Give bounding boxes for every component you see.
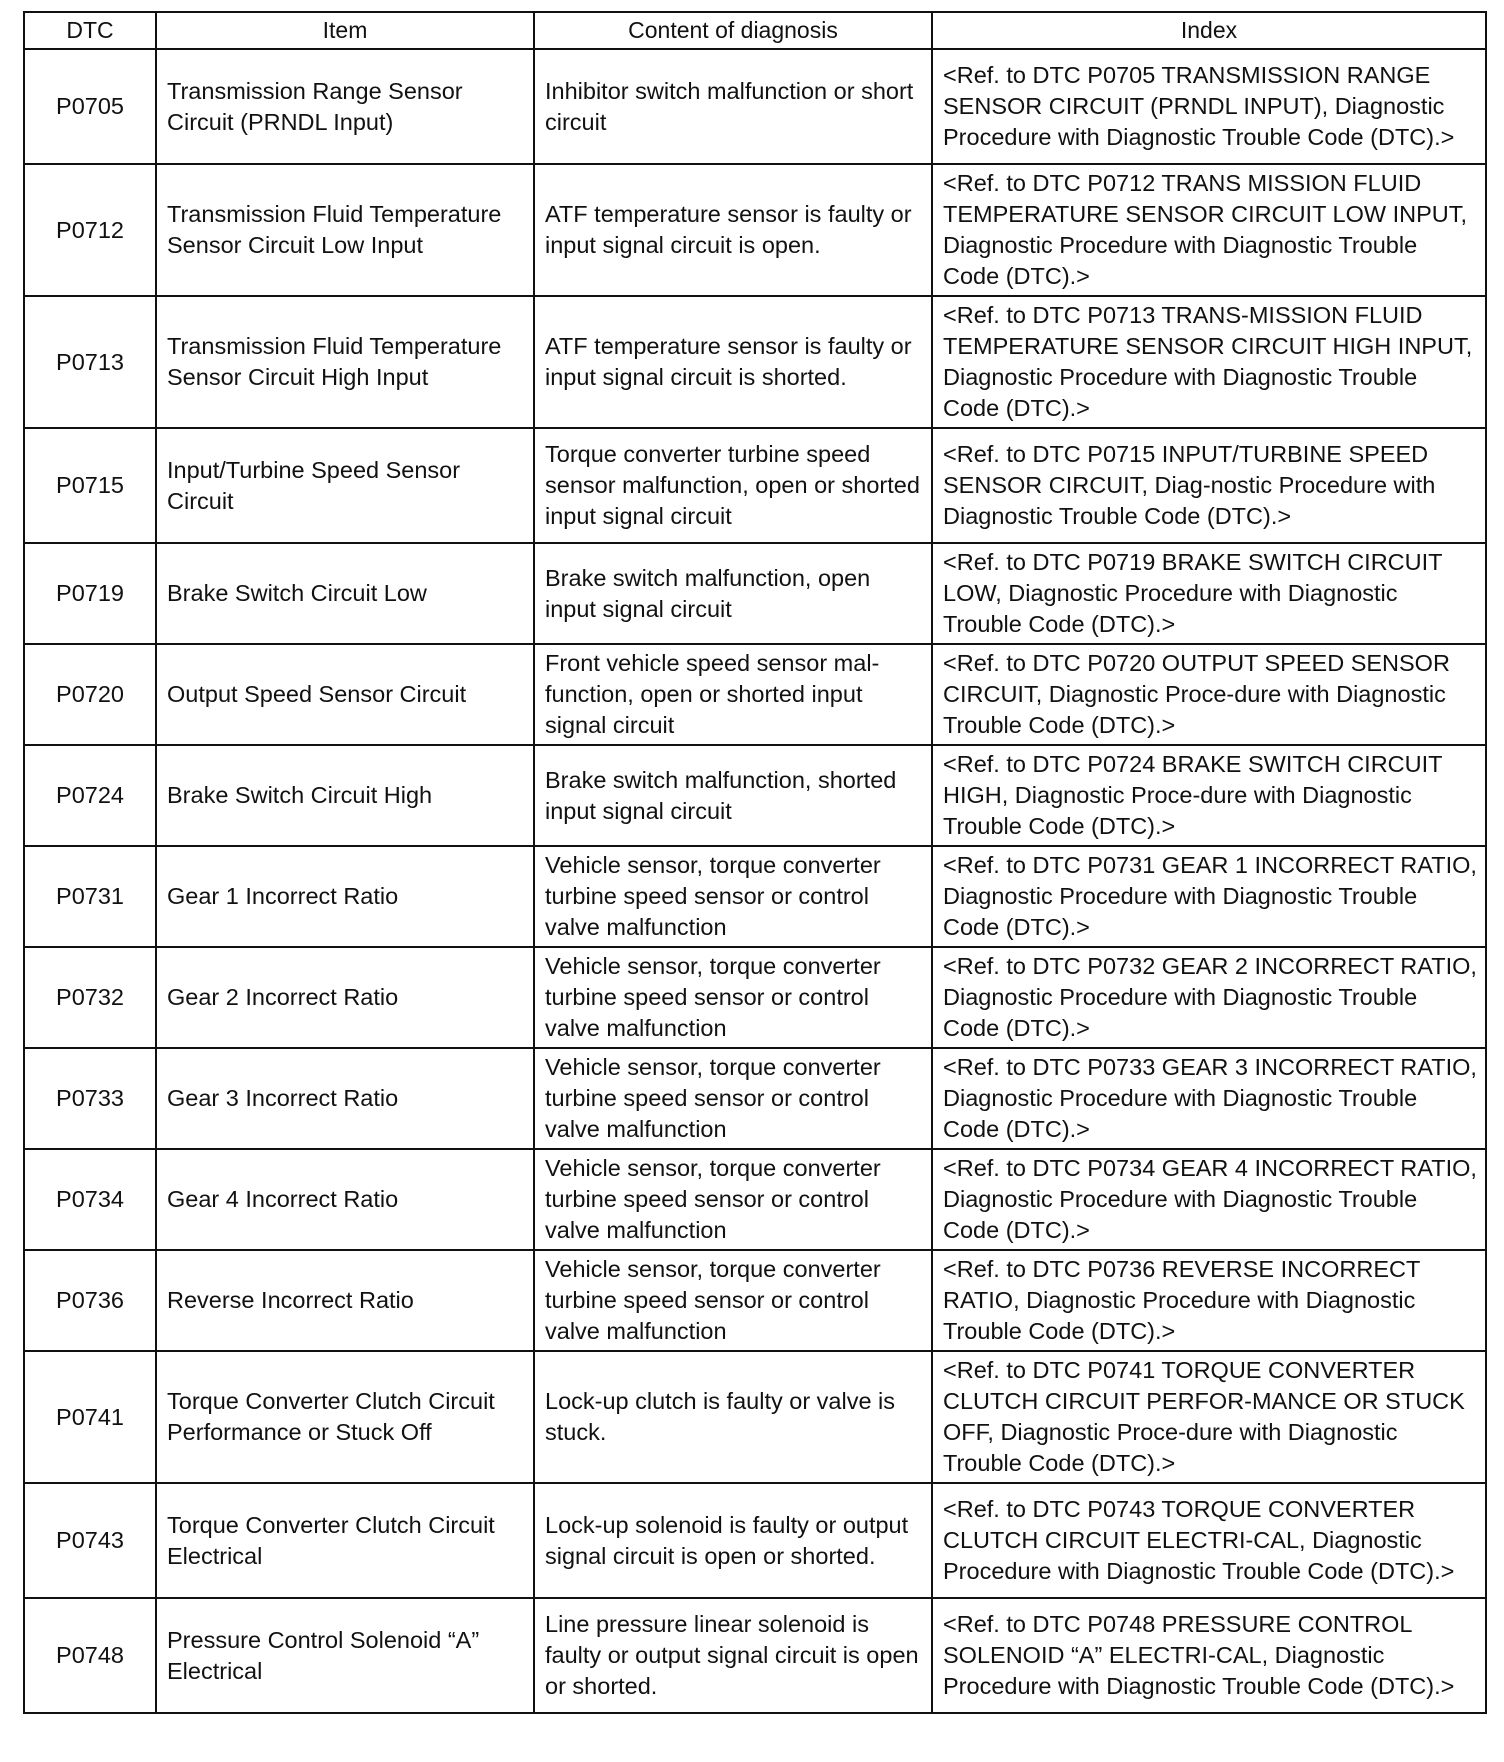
dtc-code: P0734 xyxy=(24,1149,156,1250)
index-reference: <Ref. to DTC P0705 TRANSMISSION RANGE SENSOR CIRCUIT (PRNDL INPUT), Diagnostic Procedure with Diagnostic Trouble Code (DTC).> xyxy=(932,49,1486,164)
table-row xyxy=(24,49,1486,164)
table-row xyxy=(24,1149,1486,1250)
table-row xyxy=(24,1048,1486,1149)
item-cell: Transmission Range Sensor Circuit (PRNDL Input) xyxy=(156,49,534,164)
table-row xyxy=(24,644,1486,745)
table-row xyxy=(24,543,1486,644)
item-cell: Output Speed Sensor Circuit xyxy=(156,644,534,745)
item-cell: Gear 4 Incorrect Ratio xyxy=(156,1149,534,1250)
content-cell: ATF temperature sensor is faulty or input signal circuit is shorted. xyxy=(534,296,932,428)
dtc-code: P0719 xyxy=(24,543,156,644)
dtc-code: P0732 xyxy=(24,947,156,1048)
index-reference: <Ref. to DTC P0731 GEAR 1 INCORRECT RATIO, Diagnostic Procedure with Diagnostic Trouble Code (DTC).> xyxy=(932,846,1486,947)
index-reference: <Ref. to DTC P0720 OUTPUT SPEED SENSOR CIRCUIT, Diagnostic Proce-dure with Diagnostic Trouble Code (DTC).> xyxy=(932,644,1486,745)
dtc-code: P0720 xyxy=(24,644,156,745)
index-reference: <Ref. to DTC P0732 GEAR 2 INCORRECT RATIO, Diagnostic Procedure with Diagnostic Trouble Code (DTC).> xyxy=(932,947,1486,1048)
table-header xyxy=(24,12,1486,49)
table-row xyxy=(24,164,1486,296)
content-cell: Vehicle sensor, torque converter turbine speed sensor or control valve malfunction xyxy=(534,1149,932,1250)
content-cell: Inhibitor switch malfunction or short circuit xyxy=(534,49,932,164)
index-reference: <Ref. to DTC P0734 GEAR 4 INCORRECT RATIO, Diagnostic Procedure with Diagnostic Trouble Code (DTC).> xyxy=(932,1149,1486,1250)
content-cell: Vehicle sensor, torque converter turbine speed sensor or control valve malfunction xyxy=(534,1250,932,1351)
content-cell: Brake switch malfunction, shorted input signal circuit xyxy=(534,745,932,846)
content-cell: Torque converter turbine speed sensor malfunction, open or shorted input signal circuit xyxy=(534,428,932,543)
content-cell: Brake switch malfunction, open input signal circuit xyxy=(534,543,932,644)
index-reference: <Ref. to DTC P0713 TRANS-MISSION FLUID TEMPERATURE SENSOR CIRCUIT HIGH INPUT, Diagnostic Procedure with Diagnostic Trouble Code (DTC).> xyxy=(932,296,1486,428)
content-cell: Front vehicle speed sensor mal-function, open or shorted input signal circuit xyxy=(534,644,932,745)
header-dtc: DTC xyxy=(24,12,156,49)
table-row xyxy=(24,296,1486,428)
dtc-table xyxy=(23,11,1487,1714)
dtc-code: P0736 xyxy=(24,1250,156,1351)
header-content: Content of diagnosis xyxy=(534,12,932,49)
table-row xyxy=(24,1598,1486,1713)
item-cell: Torque Converter Clutch Circuit Performance or Stuck Off xyxy=(156,1351,534,1483)
index-reference: <Ref. to DTC P0743 TORQUE CONVERTER CLUTCH CIRCUIT ELECTRI-CAL, Diagnostic Procedure with Diagnostic Trouble Code (DTC).> xyxy=(932,1483,1486,1598)
item-cell: Transmission Fluid Temperature Sensor Circuit High Input xyxy=(156,296,534,428)
item-cell: Gear 2 Incorrect Ratio xyxy=(156,947,534,1048)
item-cell: Brake Switch Circuit Low xyxy=(156,543,534,644)
content-cell: Vehicle sensor, torque converter turbine speed sensor or control valve malfunction xyxy=(534,846,932,947)
table-row xyxy=(24,745,1486,846)
header-item: Item xyxy=(156,12,534,49)
index-reference: <Ref. to DTC P0715 INPUT/TURBINE SPEED SENSOR CIRCUIT, Diag-nostic Procedure with Diagnostic Trouble Code (DTC).> xyxy=(932,428,1486,543)
header-index: Index xyxy=(932,12,1486,49)
index-reference: <Ref. to DTC P0733 GEAR 3 INCORRECT RATIO, Diagnostic Procedure with Diagnostic Trouble Code (DTC).> xyxy=(932,1048,1486,1149)
item-cell: Pressure Control Solenoid “A” Electrical xyxy=(156,1598,534,1713)
table-row xyxy=(24,1483,1486,1598)
index-reference: <Ref. to DTC P0719 BRAKE SWITCH CIRCUIT LOW, Diagnostic Procedure with Diagnostic Trouble Code (DTC).> xyxy=(932,543,1486,644)
table-row xyxy=(24,846,1486,947)
item-cell: Transmission Fluid Temperature Sensor Circuit Low Input xyxy=(156,164,534,296)
dtc-code: P0733 xyxy=(24,1048,156,1149)
dtc-code: P0715 xyxy=(24,428,156,543)
content-cell: Vehicle sensor, torque converter turbine speed sensor or control valve malfunction xyxy=(534,1048,932,1149)
index-reference: <Ref. to DTC P0724 BRAKE SWITCH CIRCUIT HIGH, Diagnostic Proce-dure with Diagnostic Trouble Code (DTC).> xyxy=(932,745,1486,846)
table-row xyxy=(24,1351,1486,1483)
table-body xyxy=(24,49,1486,1713)
dtc-code: P0705 xyxy=(24,49,156,164)
content-cell: Lock-up solenoid is faulty or output signal circuit is open or shorted. xyxy=(534,1483,932,1598)
table-row xyxy=(24,947,1486,1048)
content-cell: ATF temperature sensor is faulty or input signal circuit is open. xyxy=(534,164,932,296)
content-cell: Vehicle sensor, torque converter turbine speed sensor or control valve malfunction xyxy=(534,947,932,1048)
content-cell: Line pressure linear solenoid is faulty or output signal circuit is open or shorted. xyxy=(534,1598,932,1713)
dtc-code: P0743 xyxy=(24,1483,156,1598)
dtc-code: P0731 xyxy=(24,846,156,947)
header-row xyxy=(24,12,1486,49)
index-reference: <Ref. to DTC P0741 TORQUE CONVERTER CLUTCH CIRCUIT PERFOR-MANCE OR STUCK OFF, Diagnostic Proce-dure with Diagnostic Trouble Code (DTC).> xyxy=(932,1351,1486,1483)
index-reference: <Ref. to DTC P0748 PRESSURE CONTROL SOLENOID “A” ELECTRI-CAL, Diagnostic Procedure with Diagnostic Trouble Code (DTC).> xyxy=(932,1598,1486,1713)
dtc-code: P0713 xyxy=(24,296,156,428)
table-row xyxy=(24,428,1486,543)
content-cell: Lock-up clutch is faulty or valve is stuck. xyxy=(534,1351,932,1483)
item-cell: Reverse Incorrect Ratio xyxy=(156,1250,534,1351)
item-cell: Brake Switch Circuit High xyxy=(156,745,534,846)
index-reference: <Ref. to DTC P0736 REVERSE INCORRECT RATIO, Diagnostic Procedure with Diagnostic Trouble Code (DTC).> xyxy=(932,1250,1486,1351)
dtc-code: P0741 xyxy=(24,1351,156,1483)
item-cell: Gear 3 Incorrect Ratio xyxy=(156,1048,534,1149)
dtc-code: P0724 xyxy=(24,745,156,846)
dtc-code: P0712 xyxy=(24,164,156,296)
dtc-code: P0748 xyxy=(24,1598,156,1713)
item-cell: Input/Turbine Speed Sensor Circuit xyxy=(156,428,534,543)
item-cell: Gear 1 Incorrect Ratio xyxy=(156,846,534,947)
document-page xyxy=(23,11,1485,1714)
table-row xyxy=(24,1250,1486,1351)
index-reference: <Ref. to DTC P0712 TRANS MISSION FLUID TEMPERATURE SENSOR CIRCUIT LOW INPUT, Diagnostic Procedure with Diagnostic Trouble Code (DTC).> xyxy=(932,164,1486,296)
item-cell: Torque Converter Clutch Circuit Electrical xyxy=(156,1483,534,1598)
